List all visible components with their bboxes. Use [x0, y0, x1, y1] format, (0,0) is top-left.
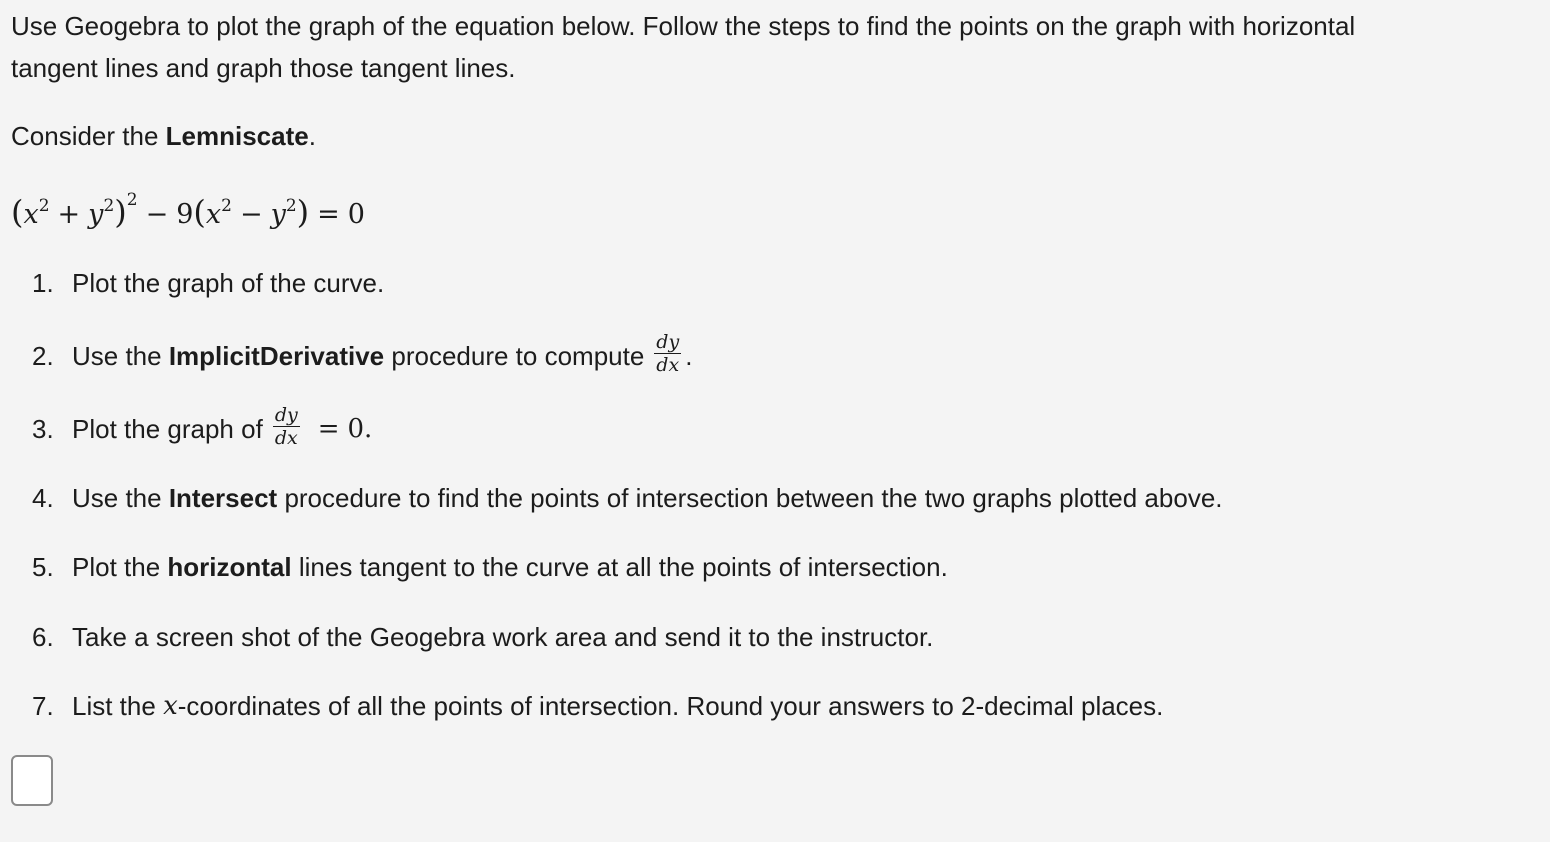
step-5: 5. Plot the horizontal lines tangent to the curve at all the points of intersection.: [32, 544, 948, 590]
answer-input[interactable]: [11, 755, 53, 806]
step-7: 7. List the x -coordinates of all the points of intersection. Round your answers to 2-decimal places.: [32, 683, 1163, 729]
lemniscate-equation: $(x^2 + y^2)^2 - 9(x^2 - y^2) = 0$: [11, 190, 365, 231]
problem-statement: [11, 5, 1531, 157]
consider-prefix: Consider the: [11, 121, 166, 151]
consider-line: [11, 115, 1531, 157]
intro-paragraph: [11, 5, 1531, 89]
curve-name: Lemniscate: [165, 121, 309, 151]
dy-dx-fraction: $\frac{dy}{dx}$: [656, 330, 680, 376]
consider-suffix: .: [308, 121, 316, 151]
intersect-label: Intersect: [168, 483, 278, 513]
horizontal-label: horizontal: [167, 552, 292, 582]
implicit-derivative-label: ImplicitDerivative: [168, 341, 385, 371]
step-3: 3. Plot the graph of $\frac{dy}{dx}$ = 0.: [32, 403, 373, 449]
intro-line-1: Use Geogebra to plot the graph of the equation below. Follow the steps to find the points on the graph with horizontal: [11, 11, 1356, 41]
x-variable: x: [163, 691, 178, 721]
step-6: 6. Take a screen shot of the Geogebra work area and send it to the instructor.: [32, 622, 934, 652]
step-4: 4. Use the Intersect procedure to find the points of intersection between the two graphs plotted above.: [32, 475, 1223, 521]
dy-dx-fraction: $\frac{dy}{dx}$: [274, 403, 298, 449]
intro-line-2: tangent lines and graph those tangent lines.: [11, 53, 516, 83]
step-2: 2. Use the ImplicitDerivative procedure to compute $\frac{dy}{dx}$ .: [32, 330, 693, 376]
step-1: 1. Plot the graph of the curve.: [32, 268, 385, 298]
